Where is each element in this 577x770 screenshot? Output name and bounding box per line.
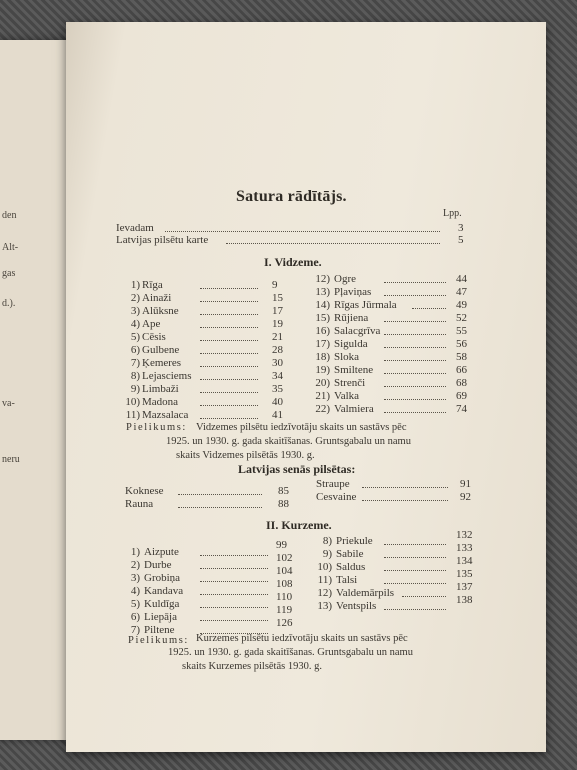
toc-entry-number: 7): [130, 624, 140, 636]
toc-entry-label: Pļaviņas: [334, 286, 372, 298]
toc-entry-number: 12): [317, 587, 332, 599]
toc-entry-number: 6): [130, 611, 140, 623]
toc-entry-number: 4): [130, 318, 140, 330]
dot-leader: [200, 620, 268, 621]
toc-entry-number: 3): [130, 572, 140, 584]
toc-entry-page: 137: [456, 581, 473, 593]
toc-entry-page: 99: [276, 539, 287, 551]
dot-leader: [384, 334, 446, 335]
dot-leader: [384, 347, 446, 348]
toc-entry-page: 17: [272, 305, 283, 317]
toc-entry-page: 138: [456, 594, 473, 606]
toc-entry-label: Liepāja: [144, 611, 177, 623]
toc-entry-page: 9: [272, 279, 278, 291]
left-page: [0, 40, 72, 740]
dot-leader: [200, 288, 258, 289]
toc-entry-page: 68: [456, 377, 467, 389]
toc-entry-label: Sloka: [334, 351, 360, 363]
toc-entry-page: 28: [272, 344, 283, 356]
toc-entry-number: 13): [315, 286, 330, 298]
toc-entry-page: 133: [456, 542, 473, 554]
toc-entry-page: 34: [272, 370, 283, 382]
toc-entry-label: Salacgrīva: [334, 325, 381, 337]
toc-entry-label: Kandava: [144, 585, 184, 597]
toc-entry-label: Ievadam: [116, 222, 154, 234]
toc-entry-label: Ape: [142, 318, 161, 330]
toc-entry-page: 5: [458, 234, 464, 246]
dot-leader: [384, 373, 446, 374]
left-page-fragment: gas: [2, 268, 16, 279]
toc-entry-label: Alūksne: [142, 305, 179, 317]
toc-entry-number: 15): [315, 312, 330, 324]
toc-entry-number: 6): [130, 344, 140, 356]
toc-entry-label: Valdemārpils: [336, 587, 395, 599]
dot-leader: [412, 308, 446, 309]
toc-entry-page: 92: [460, 491, 471, 503]
toc-entry-page: 44: [456, 273, 467, 285]
toc-entry-number: 21): [315, 390, 330, 402]
toc-entry-label: Ventspils: [336, 600, 377, 612]
dot-leader: [178, 494, 262, 495]
dot-leader: [384, 583, 446, 584]
toc-entry-number: 14): [315, 299, 330, 311]
toc-entry-page: 69: [456, 390, 467, 402]
toc-entry-number: 3): [130, 305, 140, 317]
toc-entry-page: 30: [272, 357, 283, 369]
dot-leader: [384, 570, 446, 571]
toc-entry-page: 15: [272, 292, 283, 304]
dot-leader: [226, 243, 440, 244]
dot-leader: [200, 392, 258, 393]
dot-leader: [362, 500, 448, 501]
dot-leader: [384, 295, 446, 296]
toc-entry-page: 66: [456, 364, 467, 376]
toc-entry-label: Saldus: [336, 561, 366, 573]
toc-entry-label: Rauna: [125, 498, 154, 510]
dot-leader: [200, 366, 258, 367]
dot-leader: [200, 581, 268, 582]
toc-entry-number: 2): [130, 292, 140, 304]
dot-leader: [200, 327, 258, 328]
toc-entry-page: 52: [456, 312, 467, 324]
dot-leader: [200, 418, 258, 419]
dot-leader: [200, 353, 258, 354]
toc-entry-label: Gulbene: [142, 344, 180, 356]
toc-entry-number: 9): [130, 383, 140, 395]
toc-entry-number: 9): [322, 548, 332, 560]
left-page-fragment: den: [2, 210, 17, 221]
toc-entry-page: 126: [276, 617, 293, 629]
toc-entry-label: Sigulda: [334, 338, 368, 350]
toc-entry-label: Rūjiena: [334, 312, 369, 324]
toc-entry-label: Durbe: [144, 559, 172, 571]
toc-entry-page: 88: [278, 498, 289, 510]
toc-entry-page: 135: [456, 568, 473, 580]
toc-entry-number: 8): [130, 370, 140, 382]
appendix-label: Pielikums:: [128, 635, 189, 646]
dot-leader: [402, 596, 446, 597]
section-heading: I. Vidzeme.: [264, 255, 322, 269]
toc-entry-page: 108: [276, 578, 293, 590]
toc-entry-label: Latvijas pilsētu karte: [116, 234, 209, 246]
dot-leader: [200, 379, 258, 380]
toc-entry-number: 5): [130, 598, 140, 610]
left-page-fragment: va-: [2, 398, 15, 409]
toc-entry-number: 19): [315, 364, 330, 376]
toc-entry-number: 1): [130, 546, 140, 558]
toc-entry-label: Ķemeres: [142, 357, 182, 369]
toc-entry-number: 20): [315, 377, 330, 389]
appendix-text: Vidzemes pilsētu iedzīvotāju skaits un sastāvs pēc: [196, 422, 407, 433]
toc-entry-page: 102: [276, 552, 293, 564]
toc-entry-label: Talsi: [336, 574, 358, 586]
toc-entry-number: 5): [130, 331, 140, 343]
toc-entry-page: 58: [456, 351, 467, 363]
toc-entry-label: Valmiera: [334, 403, 374, 415]
toc-entry-page: 85: [278, 485, 289, 497]
toc-entry-page: 104: [276, 565, 293, 577]
left-page-fragment: d.).: [2, 298, 16, 309]
dot-leader: [200, 301, 258, 302]
toc-entry-number: 13): [317, 600, 332, 612]
dot-leader: [384, 609, 446, 610]
toc-entry-number: 10): [125, 396, 140, 408]
toc-entry-label: Valka: [334, 390, 360, 402]
toc-entry-number: 4): [130, 585, 140, 597]
dot-leader: [384, 544, 446, 545]
appendix-text: skaits Vidzemes pilsētās 1930. g.: [176, 450, 315, 461]
toc-entry-number: 8): [322, 535, 332, 547]
toc-entry-number: 7): [130, 357, 140, 369]
toc-entry-number: 1): [130, 279, 140, 291]
dot-leader: [384, 386, 446, 387]
appendix-text: Kurzemes pilsētu iedzīvotāju skaits un sastāvs pēc: [196, 633, 408, 644]
toc-entry-label: Sabile: [336, 548, 364, 560]
appendix-text: 1925. un 1930. g. gada skaitīšanas. Gruntsgabalu un namu: [168, 647, 413, 658]
appendix-text: 1925. un 1930. g. gada skaitīšanas. Gruntsgabalu un namu: [166, 436, 411, 447]
toc-entry-page: 3: [458, 222, 464, 234]
toc-entry-number: 10): [317, 561, 332, 573]
toc-entry-label: Aizpute: [144, 546, 179, 558]
toc-entry-page: 56: [456, 338, 467, 350]
toc-entry-page: 91: [460, 478, 471, 490]
toc-entry-label: Piltene: [144, 624, 175, 636]
toc-entry-number: 11): [125, 409, 140, 421]
dot-leader: [384, 321, 446, 322]
toc-entry-label: Limbaži: [142, 383, 179, 395]
toc-entry-label: Lejasciems: [142, 370, 192, 382]
toc-entry-label: Cesvaine: [316, 491, 357, 503]
left-page-fragment: neru: [2, 454, 20, 465]
toc-entry-label: Mazsalaca: [142, 409, 189, 421]
toc-entry-page: 49: [456, 299, 467, 311]
toc-entry-label: Kuldīga: [144, 598, 180, 610]
toc-entry-label: Rīga: [142, 279, 163, 291]
dot-leader: [200, 607, 268, 608]
section-heading: Latvijas senās pilsētas:: [238, 462, 356, 476]
toc-entry-page: 110: [276, 591, 293, 603]
dot-leader: [384, 412, 446, 413]
toc-entry-number: 2): [130, 559, 140, 571]
toc-entry-page: 41: [272, 409, 283, 421]
dot-leader: [384, 557, 446, 558]
toc-entry-page: 35: [272, 383, 283, 395]
toc-entry-label: Smiltene: [334, 364, 374, 376]
dot-leader: [362, 487, 448, 488]
toc-entry-label: Straupe: [316, 478, 350, 490]
dot-leader: [384, 282, 446, 283]
page-title: Satura rādītājs.: [236, 188, 347, 205]
toc-entry-label: Cēsis: [142, 331, 166, 343]
toc-entry-page: 19: [272, 318, 283, 330]
dot-leader: [200, 405, 258, 406]
toc-entry-number: 18): [315, 351, 330, 363]
toc-entry-label: Strenči: [334, 377, 366, 389]
section-heading: II. Kurzeme.: [266, 518, 332, 532]
dot-leader: [384, 399, 446, 400]
page-column-label: Lpp.: [443, 208, 462, 219]
toc-entry-page: 74: [456, 403, 467, 415]
toc-entry-number: 16): [315, 325, 330, 337]
toc-entry-number: 12): [315, 273, 330, 285]
toc-entry-label: Ainaži: [142, 292, 172, 304]
toc-entry-page: 55: [456, 325, 467, 337]
dot-leader: [200, 594, 268, 595]
toc-entry-page: 40: [272, 396, 283, 408]
toc-entry-page: 119: [276, 604, 293, 616]
toc-entry-label: Grobiņa: [144, 572, 181, 584]
toc-entry-label: Koknese: [125, 485, 164, 497]
toc-entry-label: Madona: [142, 396, 179, 408]
toc-entry-page: 134: [456, 555, 473, 567]
toc-entry-label: Ogre: [334, 273, 356, 285]
toc-entry-number: 11): [317, 574, 332, 586]
dot-leader: [200, 314, 258, 315]
dot-leader: [200, 568, 268, 569]
toc-entry-label: Rīgas Jūrmala: [334, 299, 397, 311]
dot-leader: [165, 231, 440, 232]
dot-leader: [200, 340, 258, 341]
dot-leader: [384, 360, 446, 361]
toc-entry-page: 132: [456, 529, 473, 541]
left-page-fragment: Alt-: [2, 242, 19, 253]
appendix-text: skaits Kurzemes pilsētās 1930. g.: [182, 661, 322, 672]
toc-entry-number: 22): [315, 403, 330, 415]
toc-entry-page: 21: [272, 331, 283, 343]
toc-entry-label: Priekule: [336, 535, 373, 547]
toc-entry-number: 17): [315, 338, 330, 350]
dot-leader: [178, 507, 262, 508]
toc-entry-page: 47: [456, 286, 467, 298]
dot-leader: [200, 555, 268, 556]
appendix-label: Pielikums:: [126, 422, 187, 433]
